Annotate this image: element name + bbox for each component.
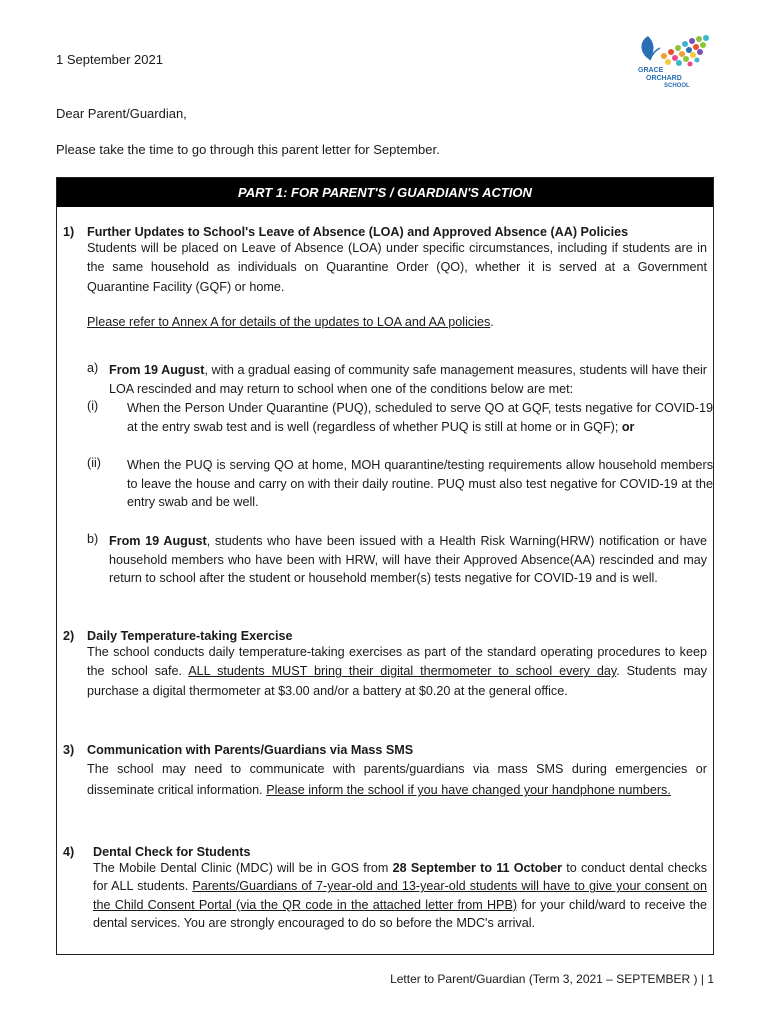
annex-reference (87, 315, 707, 329)
section-4-body (93, 859, 707, 933)
section-1-number: 1) (63, 225, 75, 239)
condition-i-label: (i) (87, 399, 99, 413)
section-4-title: Dental Check for Students (93, 845, 251, 859)
section-4-dates: 28 September to 11 October (392, 861, 563, 875)
letter-date: 1 September 2021 (56, 52, 163, 67)
section-3-title: Communication with Parents/Guardians via Mass SMS (87, 743, 414, 757)
section-4-underlined: Parents/Guardians of 7-year-old and 13-year-old students will have to give your consent on the Child Consent Portal (via the QR code in the attached letter from HPB) (93, 879, 707, 912)
salutation: Dear Parent/Guardian, (56, 106, 187, 121)
section-3-text-1: The school may need to communicate with parents/guardians via mass SMS during emergencies or disseminate critical information. (87, 762, 707, 797)
item-b-bold: From 19 August (109, 534, 207, 548)
item-b-text (109, 532, 707, 588)
school-logo (634, 32, 720, 90)
section-4-number: 4) (63, 845, 75, 859)
logo-text-1: GRACE (638, 67, 664, 74)
section-4-text-1: The Mobile Dental Clinic (MDC) will be in GOS from (93, 861, 393, 875)
school-logo-graphic (634, 32, 720, 90)
condition-i-body: When the Person Under Quarantine (PUQ), scheduled to serve QO at GQF, tests negative for COVID-19 at the entry swab test and is well (regardless of whether PUQ is still at home or in GQF); (127, 401, 713, 434)
item-a-rest: , with a gradual easing of community safe management measures, students will have their LOA rescinded and may return to school when one of the conditions below are met: (109, 363, 708, 396)
section-2-text-1: The school conducts daily temperature-taking exercises as part of the standard operating procedures to keep the school safe. (87, 645, 707, 679)
item-a-label: a) (87, 361, 99, 375)
condition-ii (79, 456, 713, 512)
intro-line: Please take the time to go through this parent letter for September. (56, 142, 440, 157)
logo-text-3: SCHOOL (664, 83, 690, 89)
section-3-body (87, 759, 707, 801)
logo-text-2: ORCHARD (646, 75, 682, 82)
section-2-number: 2) (63, 629, 75, 643)
section-4-text-2: to conduct dental checks for ALL students. (93, 861, 708, 894)
item-b (87, 532, 707, 612)
condition-i (79, 399, 713, 455)
page-footer: Letter to Parent/Guardian (Term 3, 2021 – SEPTEMBER ) | 1 (390, 972, 714, 986)
section-2-body (87, 643, 707, 701)
section-1-body: Students will be placed on Leave of Absence (LOA) under specific circumstances, including if students are in the same household as individuals on Quarantine Order (QO), whether it is served at a Government Quarantine Facility (GQF) or home. (87, 241, 707, 294)
section-3-number: 3) (63, 743, 75, 757)
item-a-text (109, 361, 707, 398)
condition-i-or: or (621, 419, 635, 434)
section-3-underlined: Please inform the school if you have changed your handphone numbers. (266, 783, 671, 797)
condition-ii-label: (ii) (87, 456, 101, 470)
section-2-underlined: ALL students MUST bring their digital thermometer to school every day (188, 664, 617, 679)
item-a-bold: From 19 August (109, 363, 205, 377)
part1-box (56, 177, 714, 955)
part1-heading: PART 1: FOR PARENT'S / GUARDIAN'S ACTION (57, 178, 713, 207)
section-4-text-3: for your child/ward to receive the dental services. You are strongly encouraged to do so before the MDC's arrival. (93, 897, 707, 931)
section-2-text-2: . Students may purchase a digital thermometer at $3.00 and/or a battery at $0.20 at the general office. (87, 664, 708, 698)
section-2-title: Daily Temperature-taking Exercise (87, 629, 293, 643)
condition-i-text (127, 399, 713, 436)
section-1-title: Further Updates to School's Leave of Absence (LOA) and Approved Absence (AA) Policies (87, 225, 629, 239)
annex-period: . (490, 315, 494, 330)
item-b-label: b) (87, 532, 99, 546)
item-b-rest: , students who have been issued with a Health Risk Warning(HRW) notification or have household members who have been with HRW, will have their Approved Absence(AA) rescinded and may return to school after the student or household member(s) tests negative for COVID-19 and is well. (109, 534, 707, 586)
condition-ii-text: When the PUQ is serving QO at home, MOH quarantine/testing requirements allow household members to leave the house and carry on with their daily routine. PUQ must also test negative for COVID-19 at the entry swab and be well. (127, 458, 713, 510)
annex-link[interactable]: Please refer to Annex A for details of the updates to LOA and AA policies (87, 315, 491, 330)
